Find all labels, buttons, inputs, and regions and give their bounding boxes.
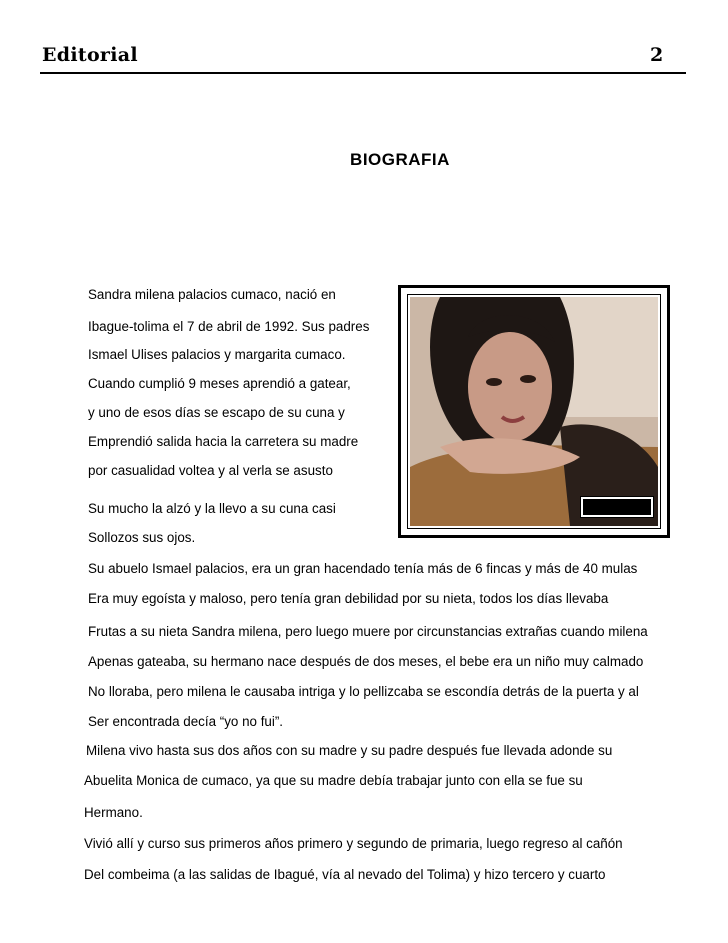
text-line: Cuando cumplió 9 meses aprendió a gatear, xyxy=(88,376,351,391)
text-line: Ibague-tolima el 7 de abril de 1992. Sus padres xyxy=(88,319,370,334)
text-line: Hermano. xyxy=(84,805,143,820)
text-line: Emprendió salida hacia la carretera su madre xyxy=(88,434,359,449)
portrait-photo-icon xyxy=(410,297,658,526)
text-line: Ser encontrada decía “yo no fui”. xyxy=(88,714,284,729)
redaction-bar xyxy=(581,497,653,517)
text-line: Milena vivo hasta sus dos años con su madre y su padre después fue llevada adonde su xyxy=(86,743,613,758)
text-line: por casualidad voltea y al verla se asusto xyxy=(88,463,333,478)
text-line: Vivió allí y curso sus primeros años primero y segundo de primaria, luego regreso al cañón xyxy=(84,836,623,851)
text-line: Del combeima (a las salidas de Ibagué, vía al nevado del Tolima) y hizo tercero y cuarto xyxy=(84,867,606,882)
text-line: Sandra milena palacios cumaco, nació en xyxy=(88,287,336,302)
text-line: Apenas gateaba, su hermano nace después de dos meses, el bebe era un niño muy calmado xyxy=(88,654,644,669)
header-divider xyxy=(40,72,686,74)
text-line: No lloraba, pero milena le causaba intriga y lo pellizcaba se escondía detrás de la puerta y al xyxy=(88,684,639,699)
page-number: 2 xyxy=(650,44,664,66)
portrait-illustration xyxy=(410,297,658,526)
photo-frame xyxy=(398,285,670,538)
text-line: y uno de esos días se escapo de su cuna y xyxy=(88,405,345,420)
text-line: Abuelita Monica de cumaco, ya que su madre debía trabajar junto con ella se fue su xyxy=(84,773,583,788)
text-line: Ismael Ulises palacios y margarita cumaco. xyxy=(88,347,346,362)
text-line: Su mucho la alzó y la llevo a su cuna casi xyxy=(88,501,336,516)
text-line: Sollozos sus ojos. xyxy=(88,530,196,545)
page-title: BIOGRAFIA xyxy=(350,150,450,169)
text-line: Su abuelo Ismael palacios, era un gran hacendado tenía más de 6 fincas y más de 40 mulas xyxy=(88,561,638,576)
text-line: Era muy egoísta y maloso, pero tenía gran debilidad por su nieta, todos los días llevaba xyxy=(88,591,609,606)
text-line: Frutas a su nieta Sandra milena, pero luego muere por circunstancias extrañas cuando milena xyxy=(88,624,648,639)
header-title: Editorial xyxy=(42,44,138,66)
